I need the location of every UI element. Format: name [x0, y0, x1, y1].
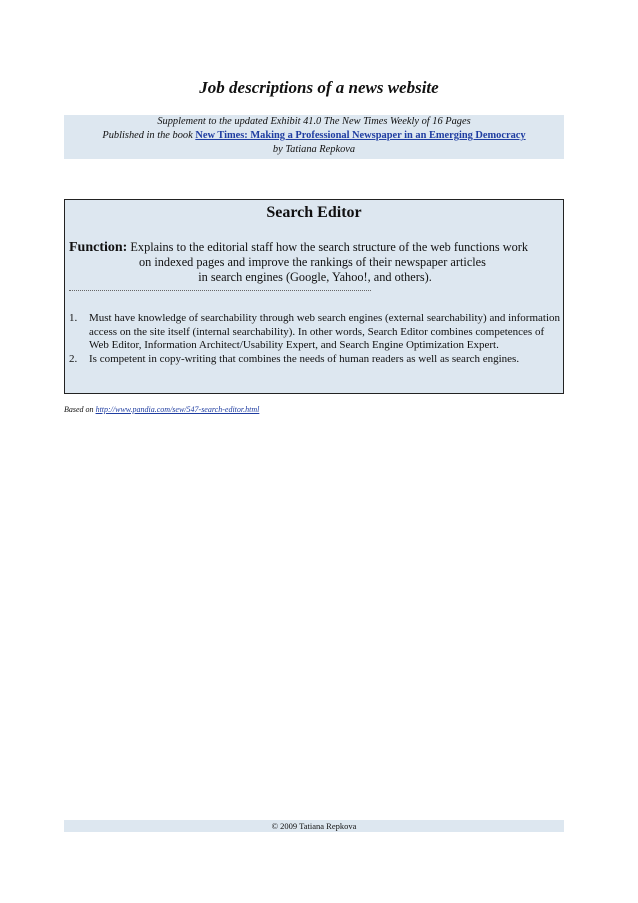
function-line-1: [69, 240, 561, 255]
function-label: Function:: [69, 240, 128, 255]
book-link[interactable]: New Times: Making a Professional Newspaper in an Emerging Democracy: [195, 130, 526, 141]
supplement-banner: [64, 115, 564, 159]
function-description: [69, 240, 561, 285]
dotted-separator: [69, 290, 371, 291]
function-text-1: Explains to the editorial staff how the search structure of the web functions work: [127, 240, 529, 254]
job-title: Search Editor: [266, 204, 362, 221]
function-text-2: on indexed pages and improve the rankings of their newspaper articles: [139, 255, 486, 269]
job-description-box: [64, 199, 564, 394]
function-text-3: in search engines (Google, Yahoo!, and others).: [198, 270, 432, 284]
requirement-item: [69, 312, 561, 353]
published-line: [64, 129, 564, 143]
requirement-text: Must have knowledge of searchability through web search engines (external searchability) and information access on the site itself (internal searchability). In other words, Search Editor combines competences of Web Editor, Information Architect/Usability Expert, and Search Engine Optimization Expert.: [89, 312, 561, 351]
document-title: Job descriptions of a news website: [199, 78, 439, 97]
published-prefix: Published in the book: [102, 130, 196, 141]
supplement-line: Supplement to the updated Exhibit 41.0 The New Times Weekly of 16 Pages: [157, 116, 471, 127]
requirement-text: Is competent in copy-writing that combines the needs of human readers as well as search engines.: [89, 352, 520, 365]
requirement-item: [69, 353, 561, 367]
author-line: by Tatiana Repkova: [272, 144, 356, 155]
source-link[interactable]: http://www.pandia.com/sew/547-search-editor.html: [95, 405, 260, 414]
source-note: [64, 405, 259, 414]
footer-copyright: © 2009 Tatiana Repkova: [64, 820, 564, 832]
source-prefix: Based on: [64, 405, 96, 414]
requirement-number: 1.: [69, 312, 78, 324]
requirement-number: 2.: [69, 352, 78, 365]
requirements-list: [69, 312, 561, 366]
